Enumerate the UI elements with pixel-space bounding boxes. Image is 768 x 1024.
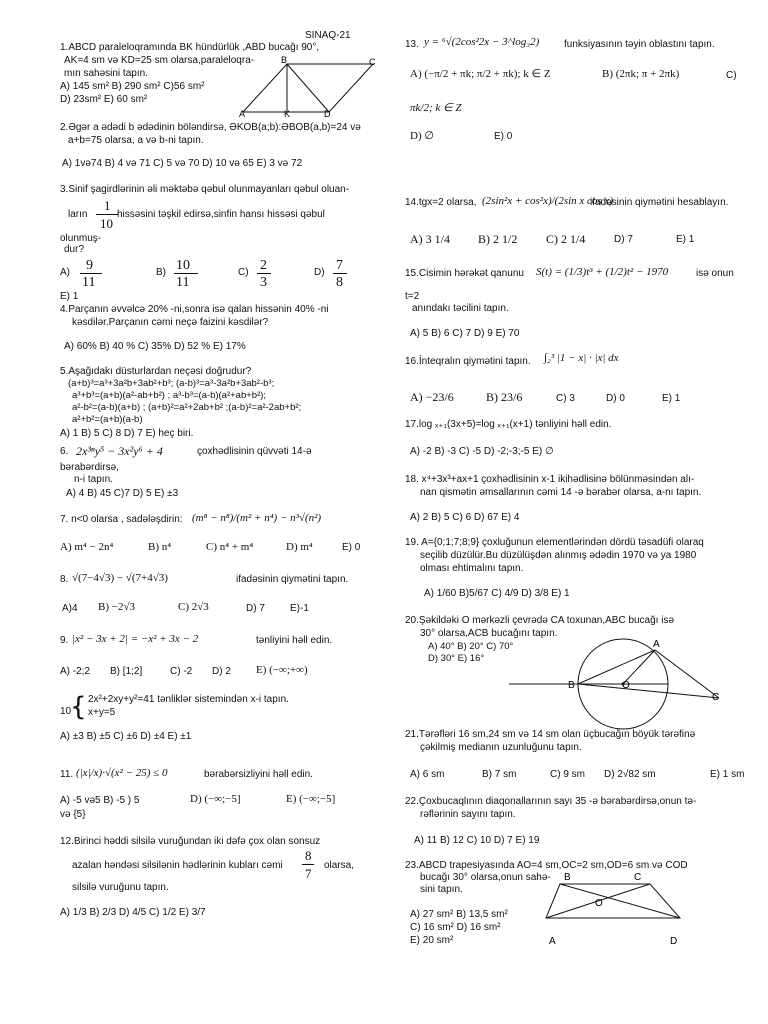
q7-option-a: A) m⁴ − 2n⁴	[60, 541, 114, 553]
q3-fraction-numerator: 1	[104, 198, 111, 213]
q23-line-3: sini tapın.	[420, 884, 463, 895]
q14-option-e: E) 1	[676, 234, 695, 245]
q8-text: ifadəsinin qiymətini tapın.	[236, 574, 349, 585]
label-B: B	[281, 56, 288, 65]
label-O: O	[622, 680, 630, 691]
q7-expression: (m⁸ − n⁸)/(m² + n⁴) − n³√(n²)	[192, 512, 322, 524]
q21-option-d: D) 2√82 sm	[604, 769, 656, 780]
q1-answers-2: D) 23sm² E) 60 sm²	[60, 94, 148, 105]
q1-line-2: AK=4 sm və KD=25 sm olarsa,paraleloqra-	[64, 55, 255, 66]
q1-line-1: 1.ABCD paraleloqramında BK hündürlük ,ABD bucağı 90°,	[60, 42, 320, 53]
q3-line-2a: ların	[68, 209, 88, 220]
q22-answers: A) 11 B) 12 C) 10 D) 7 E) 19	[414, 835, 540, 846]
q5-line-4: a²-b²=(a-b)(a+b) ; (a+b)²=a²+2ab+b² ;(a-b)²=a²-2ab+b²;	[72, 402, 302, 413]
q8-option-c: C) 2√3	[178, 601, 209, 613]
q9-expression: |x² − 3x + 2| = −x² + 3x − 2	[72, 633, 199, 645]
q11-number: 11.	[60, 769, 74, 780]
q7-option-e: E) 0	[342, 542, 361, 553]
q12-line-1: 12.Birinci həddi silsilə vuruğundan iki dəfə çox olan sonsuz	[60, 836, 321, 847]
q19-answers: A) 1/60 B)5/67 C) 4/9 D) 3/8 E) 1	[424, 588, 570, 599]
q9-option-d: D) 2	[212, 666, 231, 677]
q2-line-1: 2.Əgər a ədədi b ədədinin böləndirsə, ƏKOB(a;b):ƏBOB(a,b)=24 və	[60, 122, 361, 133]
q7-option-d: D) m⁴	[286, 541, 313, 553]
q12-fraction-bar	[302, 864, 314, 865]
q9-option-b: B) [1;2]	[110, 666, 143, 677]
q15-line-3: anındakı təcilini tapın.	[412, 303, 509, 314]
q23-answers-2: C) 16 sm² D) 16 sm²	[410, 922, 501, 933]
q18-line-2: nan qismətin əmsallarının cəmi 14 -ə bərabər olarsa, a-nı tapın.	[420, 487, 702, 498]
label-A: A	[653, 639, 660, 650]
q11-option-d: D) (−∞;−5]	[190, 793, 241, 805]
q5-line-3: a³+b³=(a+b)(a²-ab+b²) ; a³-b³=(a-b)(a²+ab+b²);	[72, 390, 267, 401]
q23-answers-3: E) 20 sm²	[410, 935, 454, 946]
q17-text: 17.log ₓ₊₁(3x+5)=log ₓ₊₁(x+1) tənliyini həll edin.	[405, 419, 612, 430]
q22-line-2: rəflərinin sayını tapın.	[420, 809, 516, 820]
q14-option-b: B) 2 1/2	[478, 232, 518, 246]
q11-expression: (|x|/x)·√(x² − 25) ≤ 0	[76, 767, 168, 779]
q20-line-1: 20.Şəkildəki O mərkəzli çevrədə CA toxunan,ABC bucağı isə	[405, 615, 675, 626]
q19-line-3: olması ehtimalını tapın.	[420, 563, 524, 574]
q5-line-1: 5.Aşağıdakı düsturlardan neçəsi doğrudur?	[60, 366, 252, 377]
q3-line-3: olunmuş-	[60, 233, 102, 244]
q19-line-1: 19. A={0;1;7;8;9} çoxluğunun elementlərindən dördü təsadüfi olaraq	[405, 537, 704, 548]
q21-line-2: çəkilmiş medianın uzunluğunu tapın.	[420, 742, 582, 753]
q8-option-e: E)-1	[290, 603, 309, 614]
q7-option-b: B) n⁴	[148, 541, 172, 553]
q9-option-e: E) (−∞;+∞)	[256, 664, 308, 676]
q13-option-e: E) 0	[494, 131, 513, 142]
q13-option-a: A) (−π/2 + πk; π/2 + πk); k ∈ Z	[410, 68, 551, 80]
q7-option-c: C) n⁴ + m⁴	[206, 541, 254, 553]
q5-line-5: a²+b²=(a+b)(a-b)	[72, 414, 143, 425]
q16-option-e: E) 1	[662, 393, 681, 404]
q3-line-1: 3.Sinif şagirdlərinin əli məktəbə qəbul olunmayanları qəbul oluan-	[60, 184, 350, 195]
circle-tangent-figure	[505, 634, 725, 734]
q16-option-b: B) 23/6	[486, 390, 523, 404]
q1-line-3: mın sahəsini tapın.	[64, 68, 148, 79]
q3-fraction-denominator: 10	[100, 216, 113, 231]
q12-answers: A) 1/3 B) 2/3 D) 4/5 C) 1/2 E) 3/7	[60, 907, 206, 918]
q10-equation-1: 2x²+2xy+y²=41 tənliklər sistemindən x-i tapın.	[88, 694, 289, 705]
trapezoid-figure	[540, 866, 700, 950]
q8-option-a: A)4	[62, 603, 78, 614]
q8-option-b: B) −2√3	[98, 601, 135, 613]
label-C: C	[634, 872, 642, 883]
q12-fraction-denominator: 7	[305, 866, 312, 881]
q3-line-4: dur?	[64, 244, 85, 255]
q8-number: 8.	[60, 574, 69, 585]
label-A: A	[239, 109, 246, 118]
q6-answers: A) 4 B) 45 C)7 D) 5 E) ±3	[66, 488, 179, 499]
q12-fraction-numerator: 8	[305, 848, 312, 863]
q9-option-a: A) -2;2	[60, 666, 91, 677]
label-O: O	[595, 898, 603, 909]
q6-line-3: n-i tapın.	[74, 474, 113, 485]
q1-answers-1: A) 145 sm² B) 290 sm² C)56 sm²	[60, 81, 205, 92]
q23-answers-1: A) 27 sm² B) 13,5 sm²	[410, 909, 508, 920]
q6-expression: 2x³ⁿy⁵ − 3x²y⁶ + 4	[76, 444, 163, 458]
parallelogram-figure	[235, 56, 380, 118]
q6-line-2: bərabərdirsə,	[60, 462, 119, 473]
q19-line-2: seçilib düzülür.Bu düzülüşdən alınmış ədədin 1970 və ya 1980	[420, 550, 697, 561]
q9-number: 9.	[60, 635, 69, 646]
label-A: A	[549, 936, 556, 947]
q18-answers: A) 2 B) 5 C) 6 D) 67 E) 4	[410, 512, 520, 523]
q10-brace: {	[70, 692, 87, 722]
q21-option-b: B) 7 sm	[482, 769, 517, 780]
q3-fraction-bar	[96, 214, 118, 215]
q2-line-2: a+b=75 olarsa, a və b-ni tapın.	[68, 135, 204, 146]
q15-expression: S(t) = (1/3)t³ + (1/2)t² − 1970	[536, 266, 669, 278]
q23-line-1: 23.ABCD trapesiyasında AO=4 sm,OC=2 sm,OD=6 sm və COD	[405, 860, 688, 871]
q10-answers: A) ±3 B) ±5 C) ±6 D) ±4 E) ±1	[60, 731, 192, 742]
q17-answers: A) -2 B) -3 C) -5 D) -2;-3;-5 E) ∅	[410, 446, 554, 457]
label-C: C	[369, 57, 376, 67]
q11-option-e-extra: və {5}	[60, 809, 86, 820]
q20-answers-2: D) 30° E) 16°	[428, 653, 485, 664]
q4-line-2: kəsdilər.Parçanın cəmi neçə faizini kəsdilər?	[72, 317, 269, 328]
q2-answers: A) 1və74 B) 4 və 71 C) 5 və 70 D) 10 və 65 E) 3 və 72	[62, 158, 303, 169]
q11-option-ab: A) -5 və5 B) -5 ) 5	[60, 795, 140, 806]
q9-option-c: C) -2	[170, 666, 193, 677]
q3-option-e: E) 1	[60, 291, 79, 302]
q8-option-d: D) 7	[246, 603, 265, 614]
q14-expression: (2sin²x + cos²x)/(2sin x cos x)	[482, 195, 614, 207]
label-B: B	[568, 680, 575, 691]
q13-option-b: B) (2πk; π + 2πk)	[602, 68, 680, 80]
q10-equation-2: x+y=5	[88, 707, 116, 718]
q21-option-e: E) 1 sm	[710, 769, 745, 780]
q16-option-d: D) 0	[606, 393, 625, 404]
q11-option-e: E) (−∞;−5]	[286, 793, 336, 805]
q18-line-1: 18. x⁴+3x³+ax+1 çoxhədlisinin x-1 ikihədlisinə bölünməsindən alı-	[405, 474, 695, 485]
q14-option-c: C) 2 1/4	[546, 232, 586, 246]
q21-line-1: 21.Tərəfləri 16 sm,24 sm və 14 sm olan üçbucağın böyük tərəfinə	[405, 729, 696, 740]
label-B: B	[564, 872, 571, 883]
q11-text: bərabərsizliyini həll edin.	[204, 769, 313, 780]
q14-text-2: ifadəsinin qiymətini hesablayın.	[590, 197, 729, 208]
q5-answers: A) 1 B) 5 C) 8 D) 7 E) heç biri.	[60, 428, 194, 439]
q3-line-2b: hissəsini təşkil edirsə,sinfin hansı hissəsi qəbul	[117, 209, 325, 220]
q16-text: 16.İnteqralın qiymətini tapın.	[405, 356, 531, 367]
q21-option-c: C) 9 sm	[550, 769, 585, 780]
q12-line-3: silsilə vuruğunu tapın.	[72, 882, 169, 893]
q12-line-2b: olarsa,	[324, 860, 355, 871]
q20-answers-1: A) 40° B) 20° C) 70°	[428, 641, 514, 652]
q13-text: funksiyasının təyin oblastını tapın.	[564, 39, 715, 50]
q14-text-1: 14.tgx=2 olarsa,	[405, 197, 477, 208]
q13-option-c-value: πk/2; k ∈ Z	[410, 102, 462, 114]
page-title: SINAQ-21	[305, 30, 351, 41]
q22-line-1: 22.Çoxbucaqlının diaqonallarının sayı 35 -ə bərabərdirsə,onun tə-	[405, 796, 697, 807]
q13-expression: y = ⁶√(2cos²2x − 3^log₃2)	[424, 36, 540, 48]
q15-text-2: isə onun	[696, 268, 734, 279]
q13-number: 13.	[405, 39, 419, 50]
q5-line-2: (a+b)³=a³+3a²b+3ab²+b³; (a-b)³=a³-3a²b+3ab²-b³;	[68, 378, 275, 389]
q6-line-1: çoxhədlisinin qüvvəti 14-ə	[197, 446, 312, 457]
label-K: K	[284, 109, 291, 118]
q7-text: 7. n<0 olarsa , sadələşdirin:	[60, 514, 183, 525]
q12-line-2a: azalan həndəsi silsilənin hədlərinin kubları cəmi	[72, 860, 283, 871]
label-D: D	[324, 109, 331, 118]
q10-number: 10	[60, 706, 72, 717]
q15-text-1: 15.Cisimin hərəkət qanunu	[405, 268, 524, 279]
q4-line-1: 4.Parçanın əvvəlcə 20% -ni,sonra isə qalan hissənin 40% -ni	[60, 304, 329, 315]
q14-option-d: D) 7	[614, 234, 633, 245]
q16-expression: ∫₂³ |1 − x| · |x| dx	[544, 352, 619, 364]
q8-expression: √(7−4√3) − √(7+4√3)	[72, 572, 168, 584]
q4-answers: A) 60% B) 40 % C) 35% D) 52 % E) 17%	[64, 341, 246, 352]
q9-text: tənliyini həll edin.	[256, 635, 333, 646]
q15-answers: A) 5 B) 6 C) 7 D) 9 E) 70	[410, 328, 520, 339]
q14-option-a: A) 3 1/4	[410, 232, 450, 246]
q13-option-c: C)	[726, 70, 737, 81]
label-C: C	[712, 692, 720, 703]
q6-number: 6.	[60, 446, 69, 457]
q20-line-2: 30° olarsa,ACB bucağını tapın.	[420, 628, 558, 639]
label-D: D	[670, 936, 678, 947]
q13-option-d: D) ∅	[410, 130, 434, 142]
q15-line-2: t=2	[405, 291, 420, 302]
q16-option-c: C) 3	[556, 393, 575, 404]
q16-option-a: A) −23/6	[410, 390, 454, 404]
q23-line-2: bucağı 30° olarsa,onun sahə-	[420, 872, 551, 883]
q21-option-a: A) 6 sm	[410, 769, 445, 780]
